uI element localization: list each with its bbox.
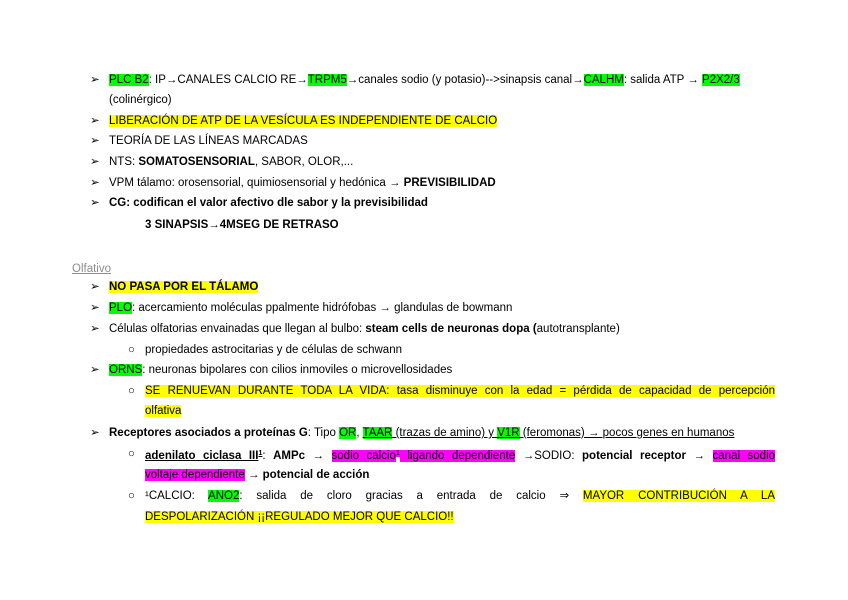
text-span: (trazas de amino) y [392, 427, 498, 439]
text-span: autotransplante) [536, 323, 620, 335]
bullet-arrow: ➢ [90, 177, 100, 189]
highlight-yellow: LIBERACIÓN DE ATP DE LA VESÍCULA ES INDEPENDIENTE DE CALCIO [109, 115, 498, 127]
highlight-green: TAAR [362, 427, 393, 439]
text-span: : salida ATP → [623, 74, 703, 86]
bullet-circle: ○ [128, 490, 135, 502]
text-span: Células olfatorias envainadas que llegan al bulbo: [109, 323, 366, 335]
text-line [145, 444, 775, 466]
text-line [109, 173, 496, 193]
bullet-arrow: ➢ [90, 302, 100, 314]
highlight-green: OR [339, 427, 357, 439]
highlight-green: PLO [109, 302, 133, 314]
text-line: (colinérgico) [109, 94, 172, 106]
text-span: : acercamiento moléculas ppalmente hidrófobas → glandulas de bowmann [132, 302, 513, 314]
text-span: : [262, 450, 274, 462]
text-span: : IP→CANALES CALCIO RE→ [148, 74, 308, 86]
bold-text: adenilato ciclasa III [145, 450, 259, 462]
text-line [109, 319, 620, 339]
text-span: ¹CALCIO: [145, 490, 195, 502]
text-span: → [305, 450, 332, 462]
text-line [145, 381, 775, 401]
text-line [109, 111, 497, 131]
text-line: propiedades astrocitarias y de células de schwann [145, 344, 402, 356]
highlight-magenta: voltaje dependiente [145, 469, 245, 481]
highlight-green: P2X2/3 [702, 74, 740, 86]
text-line: TEORÍA DE LAS LÍNEAS MARCADAS [109, 135, 308, 147]
bold-text: potencial receptor [582, 450, 687, 462]
text-line [145, 465, 369, 485]
highlight-magenta: ligando dependiente [399, 450, 516, 462]
section-heading[interactable]: Olfativo [72, 263, 111, 275]
bullet-arrow: ➢ [90, 135, 100, 147]
text-line [145, 486, 775, 506]
bullet-arrow: ➢ [90, 427, 100, 439]
highlight-yellow: olfativa [145, 405, 182, 417]
bullet-arrow: ➢ [90, 281, 100, 293]
highlight-yellow: DESPOLARIZACIÓN ¡¡REGULADO MEJOR QUE CALCIO!! [145, 511, 454, 523]
highlight-green: TRPM5 [307, 74, 347, 86]
text-span: → [244, 469, 263, 481]
highlight-green: PLC B2 [109, 74, 149, 86]
text-span: (feromonas) → pocos genes en humanos [519, 427, 735, 439]
text-line: CG: codifican el valor afectivo dle sabor y la previsibilidad [109, 197, 428, 209]
text-line [145, 401, 181, 421]
bold-text: steam cells de neuronas dopa ( [365, 323, 537, 335]
bullet-circle: ○ [128, 344, 135, 356]
highlight-green: ANO2 [208, 490, 240, 502]
text-line [109, 70, 740, 90]
bold-text: SOMATOSENSORIAL [138, 156, 255, 168]
text-line [109, 423, 734, 443]
text-line [109, 298, 512, 318]
text-span: NTS: [109, 156, 139, 168]
highlight-magenta: canal sodio [712, 450, 776, 462]
highlight-green: V1R [497, 427, 520, 439]
bullet-circle: ○ [128, 385, 135, 397]
text-span: →canales sodio (y potasio)-->sinapsis canal→ [346, 74, 584, 86]
highlight-magenta: sodio calcio [331, 450, 396, 462]
highlight-yellow: NO PASA POR EL TÁLAMO [109, 281, 259, 293]
highlight-yellow: MAYOR CONTRIBUCIÓN A LA [582, 490, 775, 502]
bullet-arrow: ➢ [90, 197, 100, 209]
text-span: → [686, 450, 713, 462]
highlight-green: ORNS [109, 364, 143, 376]
bold-text: Receptores asociados a proteínas G [109, 427, 308, 439]
highlight-green: CALHM [583, 74, 624, 86]
text-line [109, 360, 452, 380]
text-span: : salida de cloro gracias a entrada de calcio ⇒ [239, 490, 583, 502]
bold-text: AMPc [273, 450, 306, 462]
text-line [145, 507, 454, 527]
text-span: , SABOR, OLOR,... [254, 156, 354, 168]
bold-text: potencial de acción [262, 469, 370, 481]
text-line [109, 277, 258, 297]
bullet-arrow: ➢ [90, 115, 100, 127]
highlight-yellow: SE RENUEVAN DURANTE TODA LA VIDA: tasa disminuye con la edad = pérdida de capacidad de percepción [145, 385, 775, 397]
bullet-arrow: ➢ [90, 323, 100, 335]
text-line [109, 152, 353, 172]
bullet-circle: ○ [128, 448, 135, 460]
bullet-arrow: ➢ [90, 364, 100, 376]
text-span: VPM tálamo: orosensorial, quimiosensorial y hedónica → [109, 177, 404, 189]
text-span: →SODIO: [515, 450, 583, 462]
bold-text: PREVISIBILIDAD [403, 177, 496, 189]
footnote-mark: 1 [395, 450, 400, 457]
text-line: 3 SINAPSIS→4MSEG DE RETRASO [145, 219, 339, 231]
footnote-mark: 1 [258, 450, 263, 457]
bullet-arrow: ➢ [90, 74, 100, 86]
text-span: , [356, 427, 363, 439]
text-span: : Tipo [307, 427, 340, 439]
bullet-arrow: ➢ [90, 156, 100, 168]
text-span: : neuronas bipolares con cilios inmoviles o microvellosidades [142, 364, 453, 376]
